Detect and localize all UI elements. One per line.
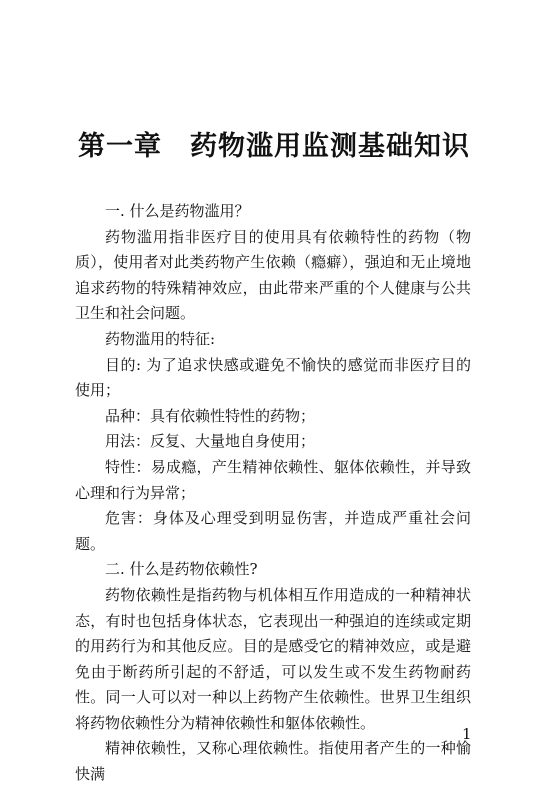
page-number: 1 <box>462 725 472 743</box>
section-heading-drug-dependence: 二. 什么是药物依赖性? <box>105 560 258 579</box>
feature-item-purpose: 目的: 为了追求快感或避免不愉快的感觉而非医疗目的使用； <box>75 355 471 400</box>
drug-dependence-definition: 药物依赖性是指药物与机体相互作用造成的一种精神状态，有时也包括身体状态，它表现出一种强迫的连续或定期的用药行为和其他反应。目的是感受它的精神效应，或是避免由于断药所引起的不舒适，可以发生或不发生药物耐药性。同一人可以对一种以上药物产生依赖性。世界卫生组织将药物依赖性分为精神依赖性和躯体依赖性。 <box>75 585 471 732</box>
mental-dependence-text: 精神依赖性，又称心理依赖性。指使用者产生的一种愉快满 <box>75 739 471 784</box>
section-heading-drug-abuse: 一. 什么是药物滥用？ <box>105 202 250 220</box>
chapter-title: 第一章 药物滥用监测基础知识 <box>78 131 470 162</box>
feature-item-variety: 品种：具有依赖性特性的药物； <box>105 406 316 425</box>
drug-abuse-features-heading: 药物滥用的特征: <box>105 329 216 348</box>
feature-item-usage: 用法：反复、大量地自身使用； <box>105 432 316 451</box>
feature-item-harm: 危害：身体及心理受到明显伤害，并造成严重社会问题。 <box>75 509 471 553</box>
drug-abuse-definition: 药物滥用指非医疗目的使用具有依赖特性的药物（物质），使用者对此类药物产生依赖（瘾癖），强迫和无止境地追求药物的特殊精神效应，由此带来严重的个人健康与公共卫生和社会问题。 <box>75 227 471 323</box>
feature-item-characteristics: 特性：易成瘾，产生精神依赖性、躯体依赖性，并导致心理和行为异常； <box>75 457 471 502</box>
chapter-body <box>75 199 471 788</box>
